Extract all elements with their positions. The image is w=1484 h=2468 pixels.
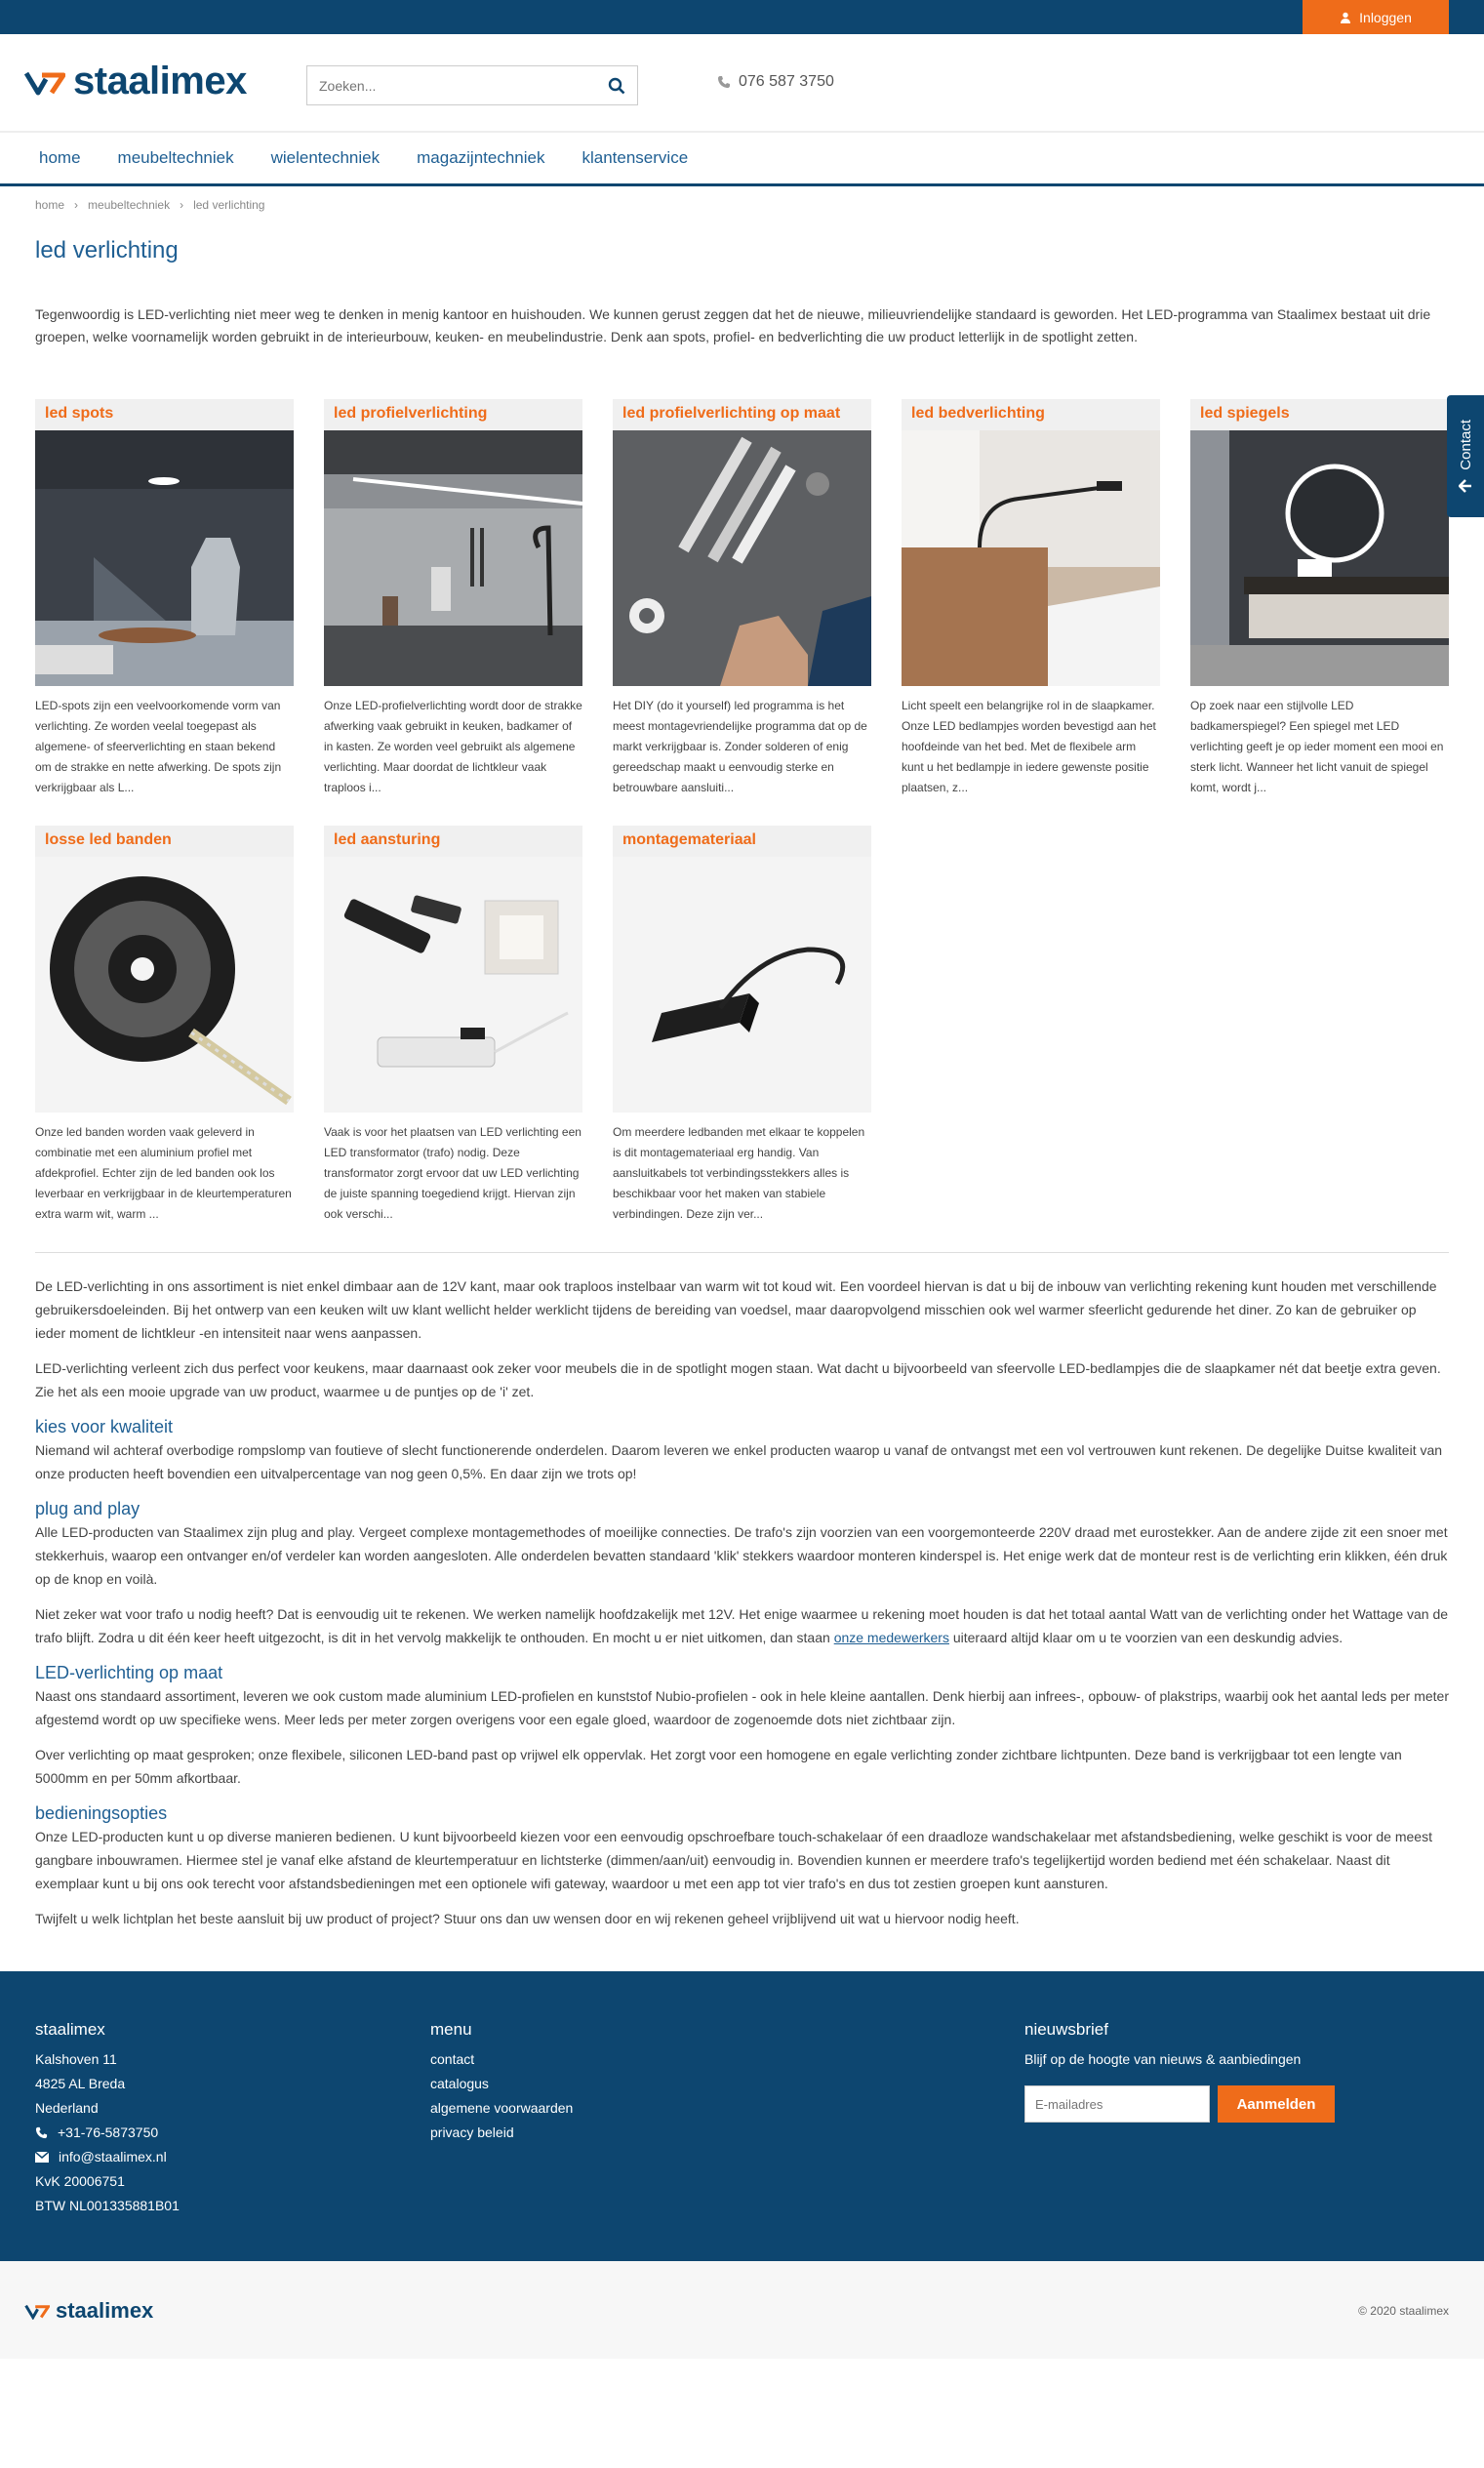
phone-icon [35, 2126, 48, 2139]
card-description: Onze led banden worden vaak geleverd in combinatie met een aluminium profiel met afdekprofiel. Echter zijn de led banden ook los leverbaar en verkrijgbaar in de kleurtemperaturen extra warm wit, warm ... [35, 1125, 292, 1221]
card-image [613, 430, 871, 686]
logo-mark-icon [24, 67, 65, 97]
content-paragraph: Naast ons standaard assortiment, leveren we ook custom made aluminium LED-profielen en kunststof Nubio-profielen - ook in hele kleine aantallen. Denk hierbij aan infrees-, opbouw- of plakstrips, waarbij ook het aantal leds per meter afgestemd wordt op uw specifieke wens. Meer leds per meter zorgen overigens voor een egale gloed, waardoor de zogenoemde dots niet zichtbaar zijn. [35, 1688, 1449, 1727]
card-header [35, 399, 294, 686]
bottom-bar [0, 2261, 1484, 2359]
content-paragraph: Onze LED-producten kunt u op diverse manieren bedienen. U kunt bijvoorbeeld kiezen voor een eenvoudig opschroefbare touch-schakelaar óf een draadloze wandschakelaar met afstandsbediening, welke geschikt is voor de meest gangbare inbouwramen. Hiermee stel je vanaf elke afstand de kleurtemperatuur en lichtsterke (dimmen/aan/uit) eenvoudig in. Bovendien kunnen er meerdere trafo's tegelijkertijd worden bediend met één schakelaar. Naast dit exemplaar kunt u bij ons ook terecht voor afstandsbedieningen met een optionele wifi gateway, waardoor u met een app tot vier trafo's en dus tot zestien groepen kunt aansturen. [35, 1829, 1432, 1891]
content-paragraph: De LED-verlichting in ons assortiment is niet enkel dimbaar aan de 12V kant, maar ook traploos instelbaar van warm wit tot koud wit. Een voordeel hiervan is dat u bij de inbouw van verlichting rekening kunt houden met verschillende gebruikersdoeleinden. Bij het ontwerp van een keuken wilt uw klant wellicht helder werklicht tijdens de bereiding van voedsel, maar daaropvolgend misschien ook wel warmer sfeerlicht gedurende het diner. Zo kan de gebruiker op ieder moment de lichtkleur -en intensiteit naar wens aanpassen. [35, 1278, 1437, 1341]
card-description: Licht speelt een belangrijke rol in de slaapkamer. Onze LED bedlampjes worden bevestigd aan het hoofdeinde van het bed. Met de flexibele arm kunt u het bedlampje in iedere gewenste positie plaatsen, z... [902, 699, 1156, 794]
search-icon [608, 77, 625, 95]
card-header [324, 826, 582, 1113]
breadcrumb-meubeltechniek[interactable]: meubeltechniek [88, 198, 171, 212]
contact-side-tab[interactable] [1447, 395, 1484, 517]
search-input[interactable] [307, 66, 596, 104]
heading-plug-and-play: plug and play [35, 1499, 140, 1518]
card-header [1190, 399, 1449, 686]
footer-phone[interactable] [35, 2121, 180, 2145]
card-title: losse led banden [45, 831, 172, 848]
category-card-losse-led-banden[interactable] [35, 826, 294, 1225]
footer-newsletter [1024, 2020, 1335, 2123]
card-header [324, 399, 582, 686]
card-image [324, 857, 582, 1113]
search-button[interactable] [596, 66, 637, 104]
category-card-led-bedverlichting[interactable] [902, 399, 1160, 798]
heading-kies-voor-kwaliteit: kies voor kwaliteit [35, 1417, 174, 1436]
card-title: montagemateriaal [622, 831, 756, 848]
nav-item-wielentechniek[interactable]: wielentechniek [270, 148, 381, 167]
copyright: © 2020 staalimex [1358, 2304, 1449, 2318]
category-card-led-profielverlichting-op-maat[interactable] [613, 399, 871, 798]
footer-menu [430, 2020, 573, 2145]
content-paragraph: LED-verlichting verleent zich dus perfect voor keukens, maar daarnaast ook zeker voor meubels die in de spotlight mogen staan. Wat dacht u bijvoorbeeld van sfeervolle LED-bedlampjes die de slaapkamer nét dat beetje extra geven. Zie het als een mooie upgrade van uw product, waarmee u de puntjes op de 'i' zet. [35, 1360, 1441, 1399]
site-footer [0, 1971, 1484, 2261]
category-grid [0, 348, 1484, 1225]
footer-street: Kalshoven 11 [35, 2051, 117, 2067]
nav-item-meubeltechniek[interactable]: meubeltechniek [117, 148, 234, 167]
category-card-led-profielverlichting[interactable] [324, 399, 582, 798]
footer-logo-text: staalimex [56, 2298, 154, 2323]
breadcrumb-current: led verlichting [193, 198, 265, 212]
category-card-montagemateriaal[interactable] [613, 826, 871, 1225]
phone-icon [717, 75, 731, 89]
content-text: uiteraard altijd klaar om u te voorzien van een deskundig advies. [948, 1630, 1344, 1645]
card-header [902, 399, 1160, 686]
card-header [613, 399, 871, 686]
contact-tab-label: Contact [1457, 419, 1474, 470]
card-description: Om meerdere ledbanden met elkaar te koppelen is dit montagemateriaal erg handig. Van aansluitkabels tot verbindingsstekkers alles is beschikbaar voor het maken van stabiele verbindingen. Deze zijn ver... [613, 1125, 865, 1221]
card-image [35, 430, 294, 686]
footer-link-algemene-voorwaarden[interactable]: algemene voorwaarden [430, 2100, 574, 2116]
arrow-left-icon [1459, 479, 1472, 493]
card-description: Het DIY (do it yourself) led programma is het meest montagevriendelijke programma dat op de markt verkrijgbaar is. Zonder solderen of enig gereedschap maakt u eenvoudig sterke en betrouwbare aansluiti... [613, 699, 867, 794]
content-paragraph: Twijfelt u welk lichtplan het beste aansluit bij uw product of project? Stuur ons dan uw wensen door en wij rekenen geheel vrijblijvend uit wat u hiervoor nodig heeft. [35, 1911, 1020, 1926]
footer-country: Nederland [35, 2100, 99, 2116]
chevron-right-icon: › [74, 198, 79, 212]
newsletter-email-input[interactable] [1024, 2085, 1210, 2123]
nav-item-magazijntechniek[interactable]: magazijntechniek [417, 148, 545, 167]
nav-item-klantenservice[interactable]: klantenservice [582, 148, 689, 167]
card-title: led profielverlichting op maat [622, 405, 841, 422]
footer-kvk: KvK 20006751 [35, 2173, 125, 2189]
heading-led-verlichting-op-maat: LED-verlichting op maat [35, 1663, 223, 1682]
content-paragraph: Niemand wil achteraf overbodige rompslomp van foutieve of slecht functionerende onderdelen. Daarom leveren we enkel producten waarop u vanaf de ontvangst met een vol vertrouwen kunt rekenen. De degelijke Duitse kwaliteit van onze producten heeft bovendien een uitvalpercentage van nog geen 0,5%. En daar zijn we trots op! [35, 1442, 1443, 1481]
card-title: led profielverlichting [334, 405, 488, 422]
newsletter-subtitle: Blijf op de hoogte van nieuws & aanbiedingen [1024, 2051, 1302, 2067]
footer-email[interactable] [35, 2145, 180, 2169]
envelope-icon [35, 2152, 49, 2163]
login-label: Inloggen [1359, 9, 1412, 25]
card-image [902, 430, 1160, 686]
logo-text: staalimex [73, 60, 247, 102]
card-description: Op zoek naar een stijlvolle LED badkamerspiegel? Een spiegel met LED verlichting geeft je op ieder moment een mooi en sterk licht. Wanneer het licht vanuit de spiegel komt, wordt j... [1190, 699, 1444, 794]
content-paragraph: Alle LED-producten van Staalimex zijn plug and play. Vergeet complexe montagemethodes of moeilijke connecties. De trafo's zijn voorzien van een voorgemonteerde 220V draad met eurostekker. Aan de andere zijde zit een snoer met stekkerhuis, waarop een ontvanger en/of verdeler kan worden aangesloten. Alle onderdelen bevatten standaard 'klik' stekkers waardoor monteren kinderspel is. Het enige werk dat de monteur rest is de verlichting erin klikken, één druk op de knop en voilà. [35, 1524, 1448, 1587]
footer-city: 4825 AL Breda [35, 2076, 126, 2091]
top-bar [0, 0, 1484, 34]
card-image [324, 430, 582, 686]
seo-content [0, 1253, 1484, 1930]
card-title: led aansturing [334, 831, 441, 848]
newsletter-subscribe-button[interactable]: Aanmelden [1218, 2085, 1335, 2123]
category-card-led-spots[interactable] [35, 399, 294, 798]
category-card-led-aansturing[interactable] [324, 826, 582, 1225]
card-title: led spots [45, 405, 114, 422]
card-image [35, 857, 294, 1113]
card-description: Onze LED-profielverlichting wordt door de strakke afwerking vaak gebruikt in keuken, badkamer of in kasten. Ze worden veel gebruikt als algemene verlichting. Maar doordat de lichtkleur vaak traploos i... [324, 699, 582, 794]
phone-text: 076 587 3750 [739, 73, 834, 90]
login-button[interactable] [1303, 0, 1449, 34]
search-bar [306, 65, 638, 105]
nav-item-home[interactable]: home [39, 148, 81, 167]
footer-company-title: staalimex [35, 2020, 105, 2039]
intro-text: Tegenwoordig is LED-verlichting niet meer weg te denken in menig kantoor en huishouden. We kunnen gerust zeggen dat het de nieuwe, milieuvriendelijke standaard is geworden. Het LED-programma van Staalimex bestaat uit drie groepen, welke voornamelijk worden gebruikt in de interieurbouw, keuken- en meubelindustrie. Denk aan spots, profiel- en bedverlichting die uw product letterlijk in de spotlight zetten. [35, 306, 1431, 344]
phone-number [717, 73, 834, 91]
heading-bedieningsopties: bedieningsopties [35, 1803, 168, 1823]
card-image [1190, 430, 1449, 686]
footer-phone-text: +31-76-5873750 [58, 2124, 159, 2140]
category-card-led-spiegels[interactable] [1190, 399, 1449, 798]
newsletter-form [1024, 2072, 1335, 2123]
footer-link-catalogus[interactable]: catalogus [430, 2076, 489, 2091]
footer-btw: BTW NL001335881B01 [35, 2198, 180, 2213]
breadcrumb-home[interactable]: home [35, 198, 65, 212]
card-title: led bedverlichting [911, 405, 1045, 422]
content-paragraph: Over verlichting op maat gesproken; onze flexibele, siliconen LED-band past op vrijwel elk oppervlak. Het zorgt voor een homogene en egale verlichting zonder zichtbare lichtpunten. Deze band is verkrijgbaar tot een lengte van 5000mm en per 50mm afkortbaar. [35, 1747, 1402, 1786]
site-header [0, 34, 1484, 132]
footer-menu-title: menu [430, 2020, 472, 2039]
footer-link-contact[interactable]: contact [430, 2051, 475, 2067]
footer-email-text: info@staalimex.nl [59, 2149, 167, 2165]
card-image [613, 857, 871, 1113]
footer-link-privacy-beleid[interactable]: privacy beleid [430, 2124, 514, 2140]
logo-mark-icon [24, 2302, 50, 2320]
page-title: led verlichting [35, 237, 179, 263]
card-description: Vaak is voor het plaatsen van LED verlichting een LED transformator (trafo) nodig. Deze transformator zorgt ervoor dat uw LED verlichting de juiste spanning toegediend krijgt. Hiervan zijn ook verschi... [324, 1125, 582, 1221]
footer-logo[interactable] [24, 2298, 153, 2324]
card-header [613, 826, 871, 1113]
main-nav [0, 132, 1484, 186]
content-text: Niet zeker wat voor trafo u nodig heeft? Dat is eenvoudig uit te rekenen. We werken namelijk hoofdzakelijk met 12V. Het enige waarmee u rekening moet houden is dat het totaal aantal Watt van de verlichting onder het Wattage van de trafo blijft. Zodra u dit één keer heeft uitgezocht, is dit in het vervolg makkelijk te onthouden. En mocht u er niet uitkomen, dan staan [35, 1606, 1449, 1645]
card-title: led spiegels [1200, 405, 1290, 422]
card-header [35, 826, 294, 1113]
user-icon [1340, 12, 1351, 23]
medewerkers-link[interactable]: onze medewerkers [833, 1630, 949, 1645]
content-paragraph [35, 1602, 1449, 1649]
newsletter-title: nieuwsbrief [1024, 2020, 1108, 2039]
breadcrumb [0, 186, 1484, 223]
logo[interactable] [24, 60, 247, 103]
footer-company [35, 2020, 180, 2218]
card-description: LED-spots zijn een veelvoorkomende vorm van verlichting. Ze worden veelal toegepast als algemene- of sfeerverlichting en staan bekend om de strakke en nette afwerking. De spots zijn verkrijgbaar als L... [35, 699, 282, 794]
chevron-right-icon: › [180, 198, 184, 212]
